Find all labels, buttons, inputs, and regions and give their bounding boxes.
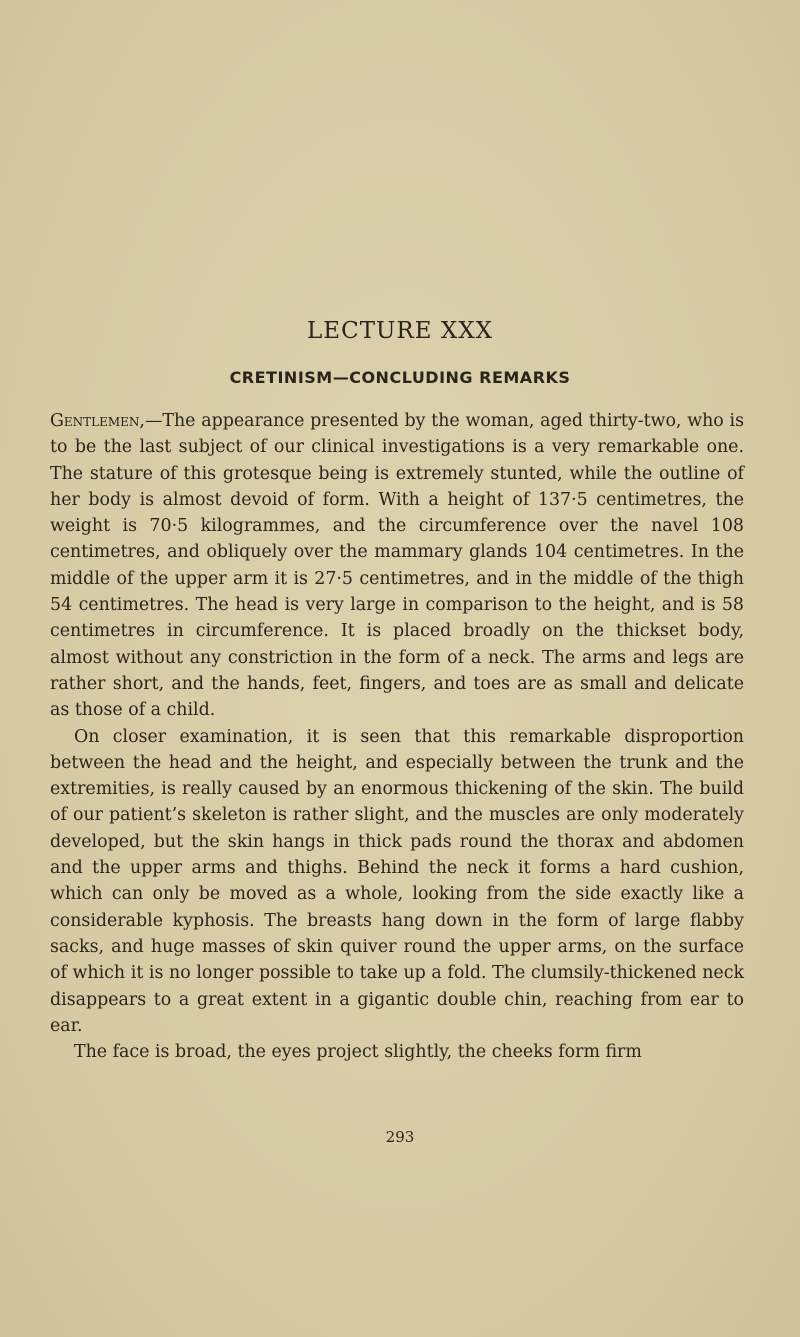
- body-text: [50, 408, 744, 1065]
- page-number: 293: [385, 1128, 415, 1146]
- lecture-heading: LECTURE XXX: [307, 318, 493, 344]
- paragraph-2: On closer examination, it is seen that this remarkable disproportion between the head and the height, and especially between the trunk and the extremities, is really caused by an enormous thickening of the skin. The build of our patient’s skeleton is rather slight, and the muscles are only moderately developed, but the skin hangs in thick pads round the thorax and abdomen and the upper arms and thighs. Behind the neck it forms a hard cushion, which can only be moved as a whole, looking from the side exactly like a considerable kyphosis. The breasts hang down in the form of large flabby sacks, and huge masses of skin quiver round the upper arms, on the surface of which it is no longer possible to take up a fold. The clumsily-thickened neck disappears to a great extent in a gigantic double chin, reaching from ear to ear.: [50, 726, 744, 1036]
- paragraph-1-text: —The appearance presented by the woman, aged thirty-two, who is to be the last subject of our clinical investigations is a very remarkable one. The stature of this grotesque being is extremely stunted, while the outline of her body is almost devoid of form. With a height of 137·5 centimetres, the weight is 70·5 kilogrammes, and the circumference over the navel 108 centimetres, and obliquely over the mammary glands 104 centimetres. In the middle of the upper arm it is 27·5 centimetres, and in the middle of the thigh 54 centimetres. The head is very large in comparison to the height, and is 58 centimetres in circumference. It is placed broadly on the thickset body, almost without any constriction in the form of a neck. The arms and legs are rather short, and the hands, feet, fingers, and toes are as small and delicate as those of a child.: [50, 411, 744, 721]
- paragraph-3: The face is broad, the eyes project slightly, the cheeks form firm: [74, 1042, 642, 1063]
- paragraph-1: [50, 408, 744, 724]
- lecture-subheading: CRETINISM—CONCLUDING REMARKS: [229, 368, 571, 387]
- paragraph-lead: Gentlemen,: [50, 411, 145, 431]
